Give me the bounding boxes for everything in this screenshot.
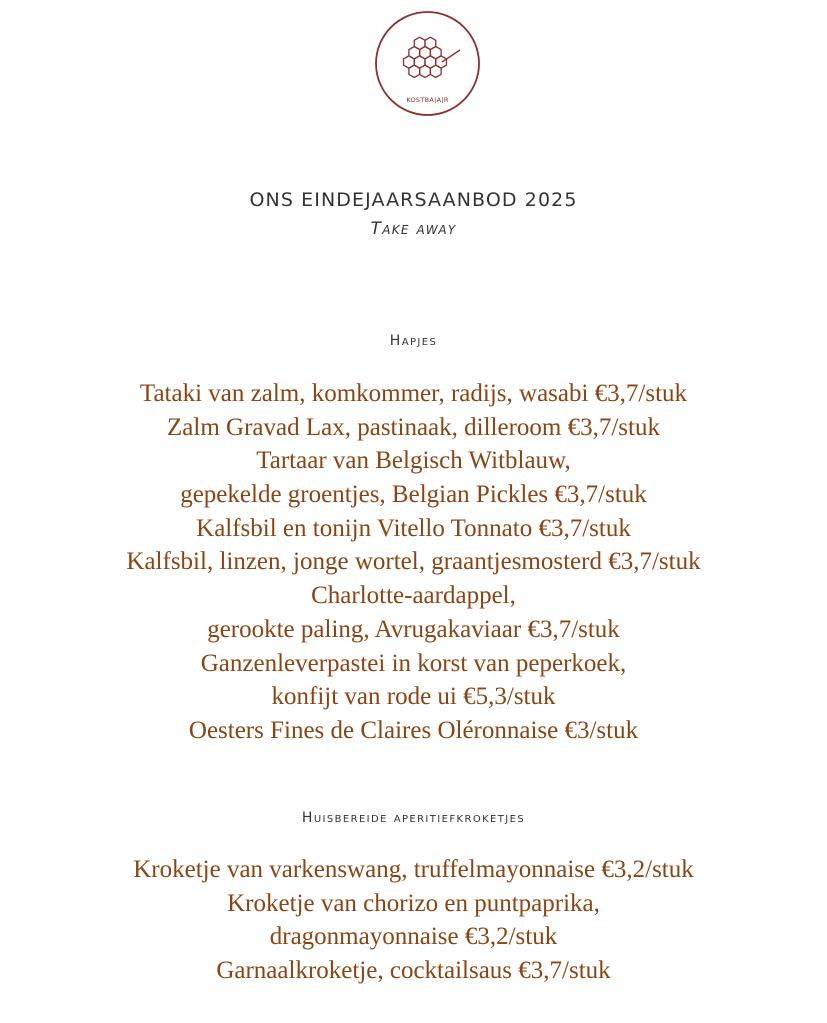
list-item: Zalm Gravad Lax, pastinaak, dilleroom €3,7/stuk (167, 413, 660, 441)
kroketjes-list (0, 853, 827, 988)
honeycomb-logo-icon (374, 10, 481, 117)
list-item: Charlotte-aardappel, (311, 582, 516, 610)
page-title: ONS EINDEJAARSAANBOD 2025 (249, 189, 578, 211)
list-item: gepekelde groentjes, Belgian Pickles €3,7/stuk (180, 481, 647, 509)
list-item: gerookte paling, Avrugakaviaar €3,7/stuk (207, 615, 620, 643)
honeycomb-cell (420, 65, 431, 77)
list-item: konfijt van rode ui €5,3/stuk (271, 683, 556, 711)
list-item: Tataki van zalm, komkommer, radijs, wasabi €3,7/stuk (139, 380, 688, 407)
logo-text: KOSTBA|A|R (406, 96, 449, 104)
kostbaar-logo (374, 10, 481, 117)
list-item: Kroketje van chorizo en puntpaprika, (227, 889, 600, 917)
list-item: Kroketje van varkenswang, truffelmayonnaise €3,2/stuk (133, 856, 694, 883)
section-title-hapjes: Hapjes (389, 333, 438, 349)
list-item: Garnaalkroketje, cocktailsaus €3,7/stuk (216, 957, 611, 985)
honeycomb-cell (430, 65, 441, 77)
honeycomb-cell (409, 65, 420, 77)
list-item: Tartaar van Belgisch Witblauw, (256, 447, 571, 475)
list-item: Kalfsbil, linzen, jonge wortel, graantjesmosterd €3,7/stuk (126, 548, 701, 576)
page-subtitle: Take away (370, 219, 457, 239)
list-item: Ganzenleverpastei in korst van peperkoek, (200, 649, 627, 677)
hapjes-list (0, 377, 827, 748)
section-title-kroketjes: Huisbereide aperitiefkroketjes (301, 810, 526, 826)
list-item: Oesters Fines de Claires Oléronnaise €3/stuk (188, 716, 639, 744)
list-item: Kalfsbil en tonijn Vitello Tonnato €3,7/stuk (196, 514, 631, 542)
list-item: dragonmayonnaise €3,2/stuk (269, 923, 558, 951)
